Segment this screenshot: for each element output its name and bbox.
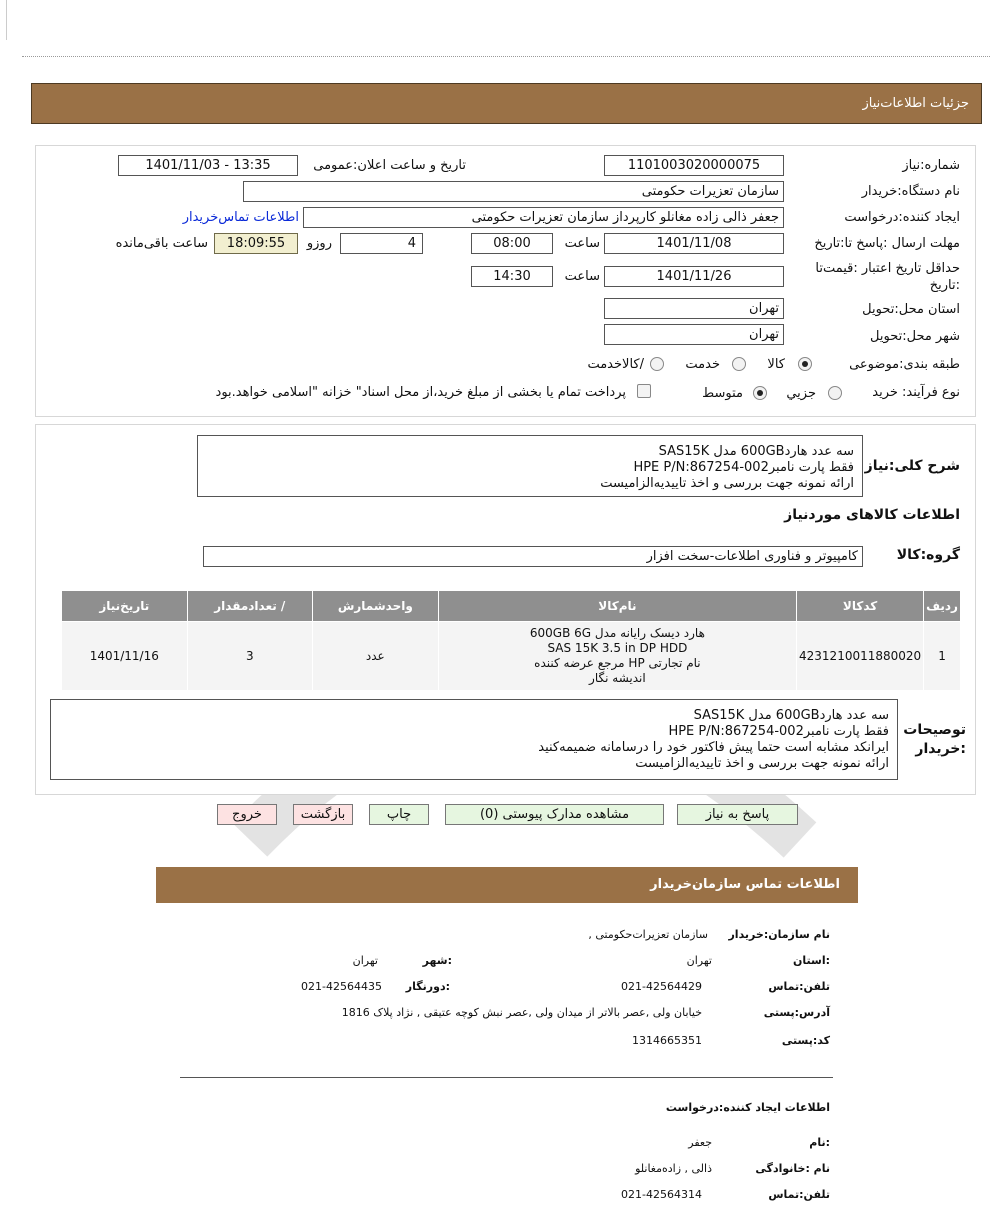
city-label: شهر محل:تحویل [870,329,960,344]
creator-family-label: نام :خانوادگی [755,1162,830,1175]
buyer-contact-link[interactable]: اطلاعات تماس‌خریدار [182,210,299,225]
org-postal-label: کد:پستی [781,1034,830,1047]
exit-button[interactable]: خروج [217,804,277,825]
goods-section-title: اطلاعات کالاهای موردنیاز [784,507,960,523]
category-label: طبقه بندی:موضوعی [849,357,960,372]
radio-icon[interactable] [828,386,842,400]
announce-date-field[interactable]: 1401/11/03 - 13:35 [118,155,298,176]
org-fax-value: 021-42564435 [301,980,382,993]
city-field[interactable]: تهران [604,324,784,345]
org-fax-label: :دورنگار [405,980,450,993]
name-line: نام تجارتی HP مرجع عرضه کننده [534,656,701,670]
validity-label-line2: :تاریخ [929,278,960,293]
validity-time-word: ساعت [564,269,600,284]
summary-line: فقط پارت نامبرHPE P/N:867254-002 [633,460,854,475]
creator-label: ایجاد کننده:درخواست [844,210,960,225]
validity-time-field[interactable]: 14:30 [471,266,553,287]
org-city-label: :شهر [422,954,452,967]
buyer-notes-textarea[interactable] [50,699,898,780]
deadline-time-word: ساعت [564,236,600,251]
col-name: نام‌کالا [438,591,796,622]
org-contact-title: اطلاعات تماس سازمان‌خریدار [650,877,840,892]
view-attachments-button[interactable]: مشاهده مدارک پیوستی (0) [445,804,664,825]
deadline-date-field[interactable]: 1401/11/08 [604,233,784,254]
radio-icon[interactable] [798,357,812,371]
deadline-time-field[interactable]: 08:00 [471,233,553,254]
days-word: روزو [306,236,332,251]
creator-name-label: :نام [809,1136,830,1149]
org-postal-value: 1314665351 [632,1034,702,1047]
col-row: ردیف [924,591,961,622]
org-address-label: آدرس:پستی [763,1006,830,1019]
summary-line: سه عدد هارد600GB مدل SAS15K [658,444,854,459]
org-province-value: تهران [686,954,712,967]
process-option-medium: متوسط [702,386,743,401]
section-divider [180,1077,833,1078]
summary-line: ارائه نمونه جهت بررسی و اخذ تاییدیه‌الزامیست [600,476,854,491]
name-line: هارد دیسک رایانه مدل 600GB 6G [529,626,705,640]
table-row[interactable] [62,622,961,691]
cell-unit: عدد [312,622,438,691]
org-province-label: :استان [793,954,830,967]
org-contact-band [156,867,858,903]
creator-family-value: ذالی , زاده‌مغانلو [635,1162,712,1175]
back-button[interactable]: بازگشت [293,804,353,825]
radio-icon[interactable] [732,357,746,371]
validity-date-field[interactable]: 1401/11/26 [604,266,784,287]
remaining-word: ساعت باقی‌مانده [115,236,208,251]
summary-label: شرح کلی:نیاز [864,458,960,474]
cell-code: 4231210011880020 [797,622,924,691]
payment-note: پرداخت تمام یا بخشی از مبلغ خرید،از محل اسناد" خزانه "اسلامی خواهد.بود [215,385,626,400]
need-number-label: شماره:نیاز [902,158,960,173]
validity-label-line1: حداقل تاریخ اعتبار :قیمت‌تا [815,261,960,276]
creator-name-value: جعفر [688,1136,712,1149]
summary-textarea[interactable] [197,435,863,497]
need-number-field[interactable]: 1101003020000075 [604,155,784,176]
page-header-band [31,83,982,124]
name-line: اندیشه نگار [589,671,646,685]
cell-name [438,622,796,691]
category-option-goods-service: /کالاخدمت [587,357,644,372]
process-label: نوع فرآیند: خرید [872,385,960,400]
notes-line: سه عدد هارد600GB مدل SAS15K [693,708,889,723]
buyer-notes-label-line1: توصیحات [903,722,966,738]
category-option-service: خدمت [685,357,720,372]
org-phone-label: تلفن:تماس [768,980,830,993]
left-divider-line [6,0,7,40]
col-qty: / تعدادمقدار [187,591,312,622]
deadline-label: مهلت ارسال :پاسخ تا:تاریخ [814,236,960,251]
cell-qty: 3 [187,622,312,691]
cell-date: 1401/11/16 [62,622,188,691]
creator-contact-title: اطلاعات ایجاد کننده:درخواست [665,1101,830,1114]
org-phone-value: 021-42564429 [621,980,702,993]
province-label: استان محل:تحویل [862,302,960,317]
notes-line: ایرانکد مشابه است حتما پیش فاکتور خود را درسامانه ضمیمه‌کنید [538,740,889,755]
table-header-row [62,591,961,622]
creator-phone-value: 021-42564314 [621,1188,702,1201]
print-button[interactable]: چاپ [369,804,429,825]
col-date: تاریخ‌نیاز [62,591,188,622]
reply-button[interactable]: پاسخ به نیاز [677,804,798,825]
province-field[interactable]: تهران [604,298,784,319]
col-unit: واحدشمارش [312,591,438,622]
cell-row: 1 [924,622,961,691]
org-name-label: نام سازمان:خریدار [728,928,830,941]
category-option-goods: کالا [767,357,785,372]
name-line: SAS 15K 3.5 in DP HDD [547,641,688,655]
notes-line: فقط پارت نامبرHPE P/N:867254-002 [668,724,889,739]
buyer-org-field[interactable]: سازمان تعزیرات حکومتی [243,181,784,202]
goods-group-field[interactable]: کامپیوتر و فناوری اطلاعات-سخت افزار [203,546,863,567]
days-field[interactable]: 4 [340,233,423,254]
creator-field[interactable]: جعفر ذالی زاده مغانلو کارپرداز سازمان تعزیرات حکومتی [303,207,784,228]
buyer-org-label: نام دستگاه:خریدار [861,184,960,199]
buyer-notes-label-line2: :خریدار [915,741,966,757]
goods-table [61,590,961,691]
goods-group-label: گروه:کالا [896,547,960,563]
radio-icon[interactable] [650,357,664,371]
top-dotted-divider [22,56,990,57]
creator-phone-label: تلفن:تماس [768,1188,830,1201]
remaining-time-field: 18:09:55 [214,233,298,254]
notes-line: ارائه نمونه جهت بررسی و اخذ تاییدیه‌الزامیست [635,756,889,771]
col-code: کدکالا [797,591,924,622]
org-name-value: سازمان تعزیرات‌حکومتی , [588,928,708,941]
radio-icon[interactable] [753,386,767,400]
org-address-value: خیابان ولی ,عصر بالاتر از میدان ولی ,عصر نبش کوچه عتیقی , نژاد پلاک 1816 [341,1006,702,1019]
checkbox-icon[interactable] [637,384,651,398]
process-option-minor: جزيي [786,386,816,401]
announce-label: تاریخ و ساعت اعلان:عمومی [313,158,466,173]
page-title: جزئیات اطلاعات‌نیاز [862,96,969,111]
org-city-value: تهران [352,954,378,967]
